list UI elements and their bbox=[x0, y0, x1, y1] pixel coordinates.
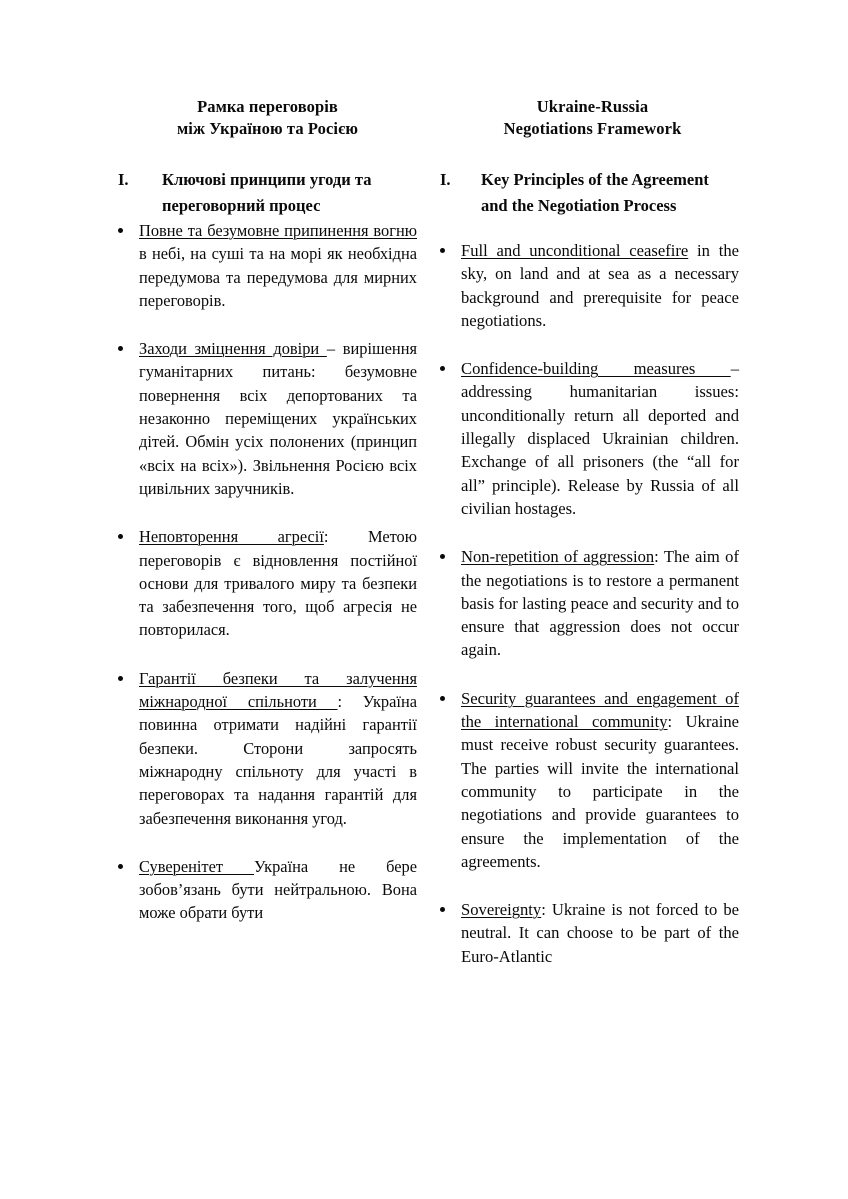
bullet-dot-icon bbox=[440, 366, 445, 371]
list-item-text bbox=[461, 239, 739, 332]
list-item-rest: in the sky, on land and at sea as a necessary background and prerequisite for peace negotiations. bbox=[461, 241, 739, 330]
list-item-text bbox=[139, 525, 417, 641]
bullet-dot-icon bbox=[118, 864, 123, 869]
list-item bbox=[440, 545, 739, 661]
list-item-rest: : The aim of the negotiations is to restore a permanent basis for lasting peace and security and to ensure that aggression does not occur again. bbox=[461, 547, 740, 660]
bullet-list-english bbox=[440, 239, 739, 968]
list-item-lead: Заходи зміцнення довіри bbox=[139, 339, 327, 359]
list-item bbox=[440, 239, 739, 332]
document-title-english bbox=[440, 96, 739, 139]
two-column-layout bbox=[118, 96, 738, 968]
title-line-1: Рамка переговорів bbox=[197, 97, 338, 116]
bullet-dot-icon bbox=[118, 534, 123, 539]
list-item bbox=[118, 667, 417, 830]
list-item-text bbox=[461, 687, 739, 873]
list-item bbox=[440, 357, 739, 520]
list-item-text bbox=[461, 898, 739, 968]
list-item bbox=[118, 219, 417, 312]
list-item-lead: Non-repetition of aggression bbox=[461, 547, 655, 567]
section-heading-text: Key Principles of the Agreement and the Negotiation Process bbox=[481, 170, 709, 215]
bullet-dot-icon bbox=[118, 676, 123, 681]
list-item-text bbox=[139, 337, 417, 500]
list-item-lead: Гарантії безпеки та залучення міжнародної спільноти bbox=[139, 668, 417, 712]
list-item-lead: Security guarantees and engagement of the international community bbox=[461, 688, 739, 732]
list-item bbox=[440, 898, 739, 968]
bullet-dot-icon bbox=[118, 228, 123, 233]
title-line-2: Negotiations Framework bbox=[503, 118, 682, 138]
english-column bbox=[440, 96, 739, 968]
list-item-rest: – addressing humanitarian issues: unconditionally return all deported and illegally displaced Ukrainian children. Exchange of all prisoners (the “all for all” principle). Release by Russia of all civilian hostages. bbox=[461, 359, 739, 518]
section-heading-ukrainian bbox=[118, 167, 417, 219]
bullet-dot-icon bbox=[440, 554, 445, 559]
bullet-dot-icon bbox=[440, 248, 445, 253]
list-item-text bbox=[139, 667, 417, 830]
bullet-dot-icon bbox=[440, 696, 445, 701]
bullet-dot-icon bbox=[118, 346, 123, 351]
list-item-lead: Повне та безумовне припинення вогню bbox=[139, 221, 417, 240]
list-item-rest: : Метою переговорів є відновлення постійної основи для тривалого миру та безпеки та забезпечення того, щоб агресія не повторилася. bbox=[139, 527, 417, 640]
list-item-rest: : Україна повинна отримати надійні гарантії безпеки. Сторони запросять міжнародну спільноту для участі в переговорах та надання гарантій для забезпечення виконання угод. bbox=[139, 692, 417, 828]
list-item bbox=[118, 525, 417, 641]
list-item-lead: Sovereignty bbox=[461, 900, 542, 920]
section-numeral: I. bbox=[118, 170, 129, 189]
list-item-rest: : Ukraine must receive robust security guarantees. The parties will invite the international community to participate in the negotiations and provide guarantees to ensure the implementation of the agreements. bbox=[461, 712, 739, 871]
list-item bbox=[118, 337, 417, 500]
list-item-rest: Україна не бере зобов’язань бути нейтральною. Вона може обрати бути bbox=[139, 856, 417, 923]
list-item bbox=[440, 687, 739, 873]
list-item-lead: Full and unconditional ceasefire bbox=[461, 241, 689, 260]
title-line-1: Ukraine-Russia bbox=[536, 97, 649, 116]
list-item-rest: : Ukraine is not forced to be neutral. It can choose to be part of the Euro-Atlantic bbox=[461, 900, 739, 966]
title-line-2: між Україною та Росією bbox=[176, 118, 359, 138]
list-item-rest: в небі, на суші та на морі як необхідна передумова та передумова для мирних переговорів. bbox=[139, 244, 417, 310]
section-heading-english bbox=[440, 167, 739, 219]
section-heading-text: Ключові принципи угоди та переговорний процес bbox=[162, 170, 372, 215]
list-item bbox=[118, 855, 417, 925]
list-item-text bbox=[139, 219, 417, 312]
list-item-rest: – вирішення гуманітарних питань: безумовне повернення всіх депортованих та незаконно переміщених українських дітей. Обмін усіх полонених (принцип «всіх на всіх»). Звільнення Росією всіх цивільних заручників. bbox=[139, 339, 418, 498]
list-item-text bbox=[461, 545, 739, 661]
section-numeral: I. bbox=[440, 170, 451, 189]
bullet-list-ukrainian bbox=[118, 219, 417, 925]
list-item-lead: Confidence-building measures bbox=[461, 359, 731, 379]
list-item-lead: Неповторення агресії bbox=[139, 527, 324, 547]
document-title-ukrainian bbox=[118, 96, 417, 139]
ukrainian-column bbox=[118, 96, 417, 925]
list-item-text bbox=[139, 855, 417, 925]
list-item-lead: Суверенітет bbox=[139, 856, 254, 876]
list-item-text bbox=[461, 357, 739, 520]
bullet-dot-icon bbox=[440, 907, 445, 912]
